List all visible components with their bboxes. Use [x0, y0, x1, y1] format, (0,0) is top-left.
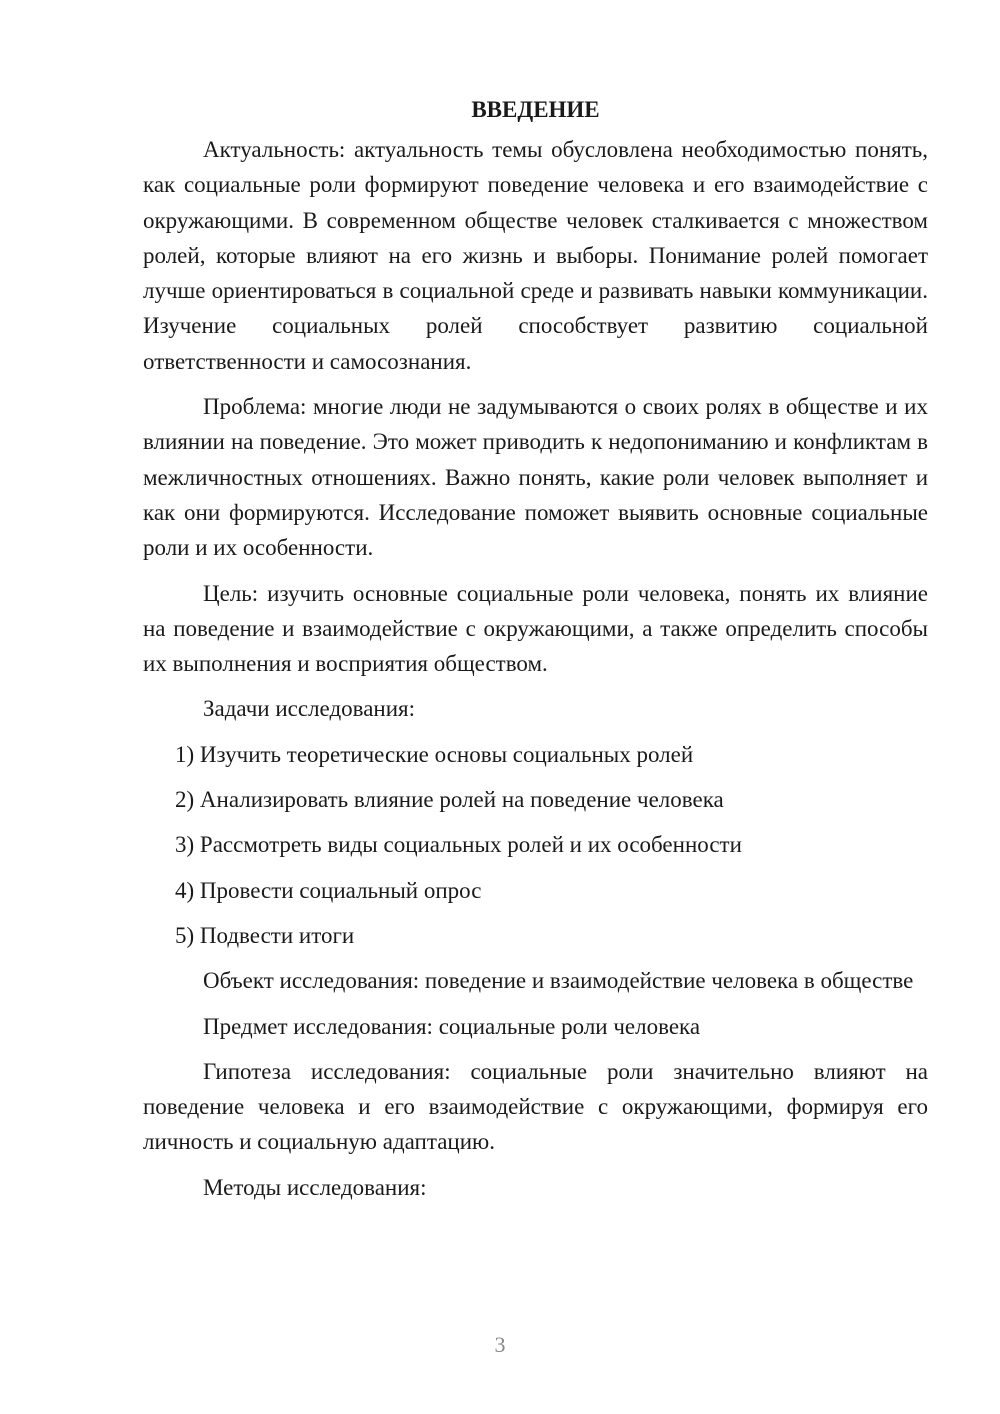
list-item: 2) Анализировать влияние ролей на поведение человека	[175, 787, 724, 813]
tasks-title: Задачи исследования:	[203, 696, 416, 722]
problem-paragraph: Проблема: многие люди не задумываются о своих ролях в обществе и их влиянии на поведение. Это может приводить к недопониманию и конфликтам в межличностных отношениях. Важно понять, какие роли человек выполняет и как они формируются. Исследование поможет выявить основные социальные роли и их особенности.	[143, 394, 928, 561]
page-title: ВВЕДЕНИЕ	[471, 97, 600, 122]
methods-title: Методы исследования:	[203, 1174, 427, 1200]
hypothesis-paragraph: Гипотеза исследования: социальные роли значительно влияют на поведение человека и его взаимодействие с окружающими, формируя его личность и социальную адаптацию.	[143, 1058, 928, 1155]
object-paragraph: Объект исследования: поведение и взаимодействие человека в обществе	[203, 968, 914, 994]
document-body	[143, 92, 928, 1215]
subject-paragraph: Предмет исследования: социальные роли человека	[203, 1013, 701, 1039]
list-item: 3) Рассмотреть виды социальных ролей и их особенности	[175, 832, 742, 858]
list-item: 5) Подвести итоги	[175, 922, 355, 948]
relevance-paragraph: Актуальность: актуальность темы обусловлена необходимостью понять, как социальные роли формируют поведение человека и его взаимодействие с окружающими. В современном обществе человек сталкивается с множеством ролей, которые влияют на его жизнь и выборы. Понимание ролей помогает лучше ориентироваться в социальной среде и развивать навыки коммуникации. Изучение социальных ролей способствует развитию социальной ответственности и самосознания.	[143, 137, 928, 374]
page-number: 3	[494, 1332, 506, 1357]
tasks-list	[143, 737, 928, 953]
goal-paragraph: Цель: изучить основные социальные роли человека, понять их влияние на поведение и взаимодействие с окружающими, а также определить способы их выполнения и восприятия обществом.	[143, 580, 928, 677]
list-item: 1) Изучить теоретические основы социальных ролей	[175, 741, 694, 767]
list-item: 4) Провести социальный опрос	[175, 877, 482, 903]
